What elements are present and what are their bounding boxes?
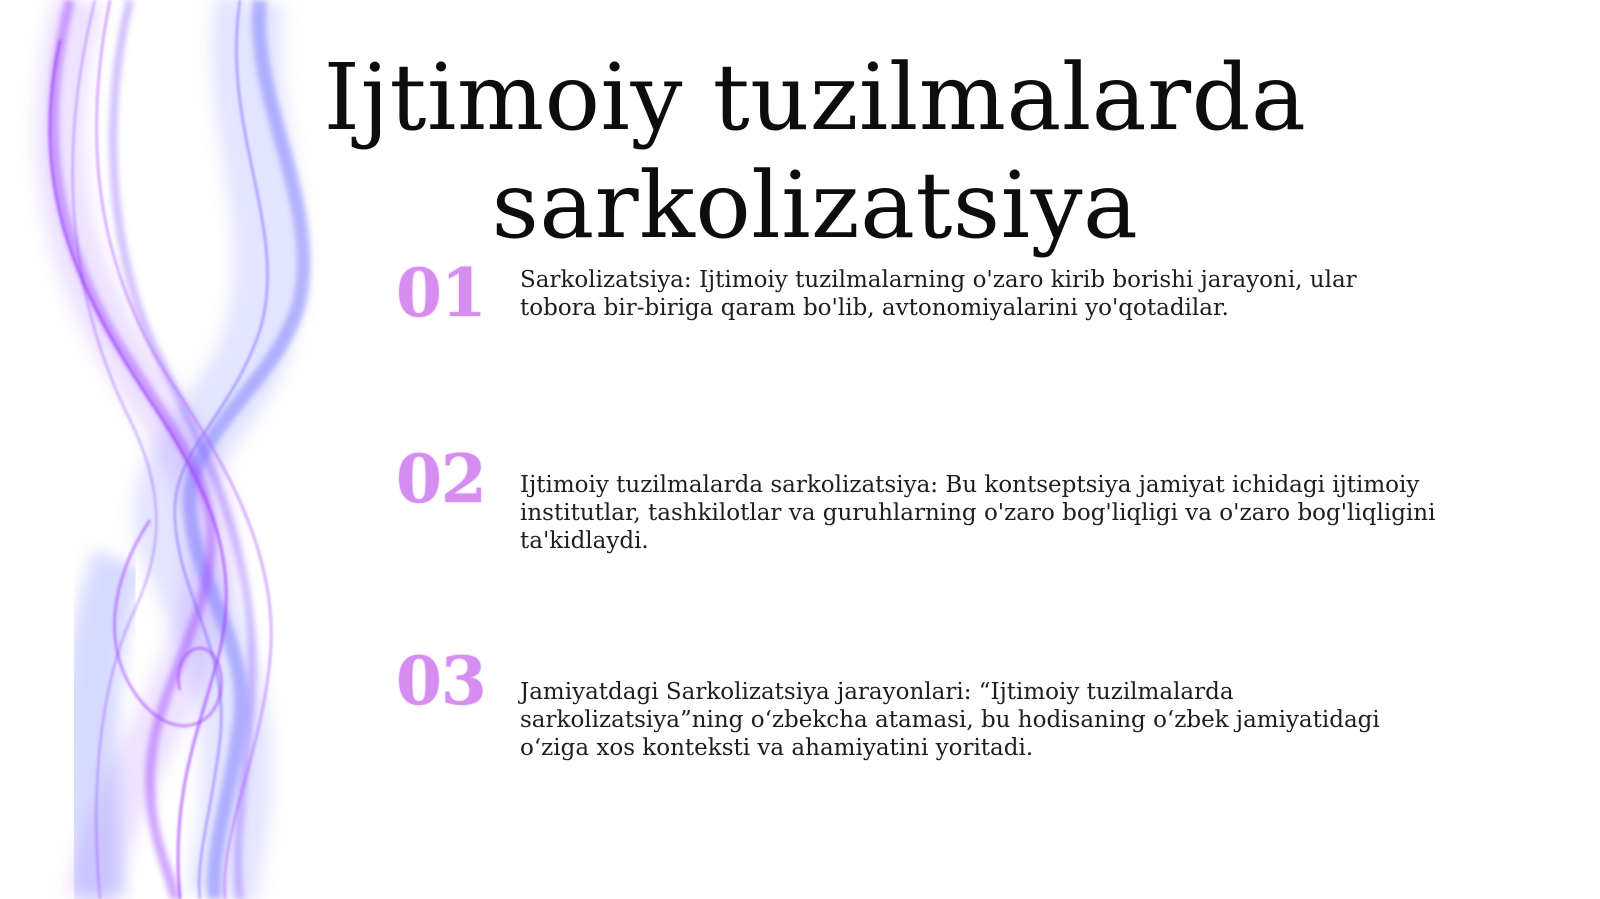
slide-title: Ijtimoiy tuzilmalarda sarkolizatsiya: [323, 44, 1307, 259]
item-number-3: 03: [396, 642, 486, 720]
item-text-2: Ijtimoiy tuzilmalarda sarkolizatsiya: Bu kontseptsiya jamiyat ichidagi ijtimoiy institutlar, tashkilotlar va guruhlarning o'zaro bog'liqligi va o'zaro bog'liqligini ta'kidlaydi.: [520, 472, 1436, 554]
item-text-3: Jamiyatdagi Sarkolizatsiya jarayonlari: “Ijtimoiy tuzilmalarda sarkolizatsiya”ning o‘zbekcha atamasi, bu hodisaning o‘zbek jamiyatidagi o‘ziga xos konteksti va ahamiyatini yoritadi.: [520, 679, 1380, 761]
item-text-1: Sarkolizatsiya: Ijtimoiy tuzilmalarning o'zaro kirib borishi jarayoni, ular tobora bir-biriga qaram bo'lib, avtonomiyalarini yo'qotadilar.: [520, 267, 1357, 321]
item-number-1: 01: [396, 254, 486, 332]
item-number-2: 02: [396, 440, 486, 518]
